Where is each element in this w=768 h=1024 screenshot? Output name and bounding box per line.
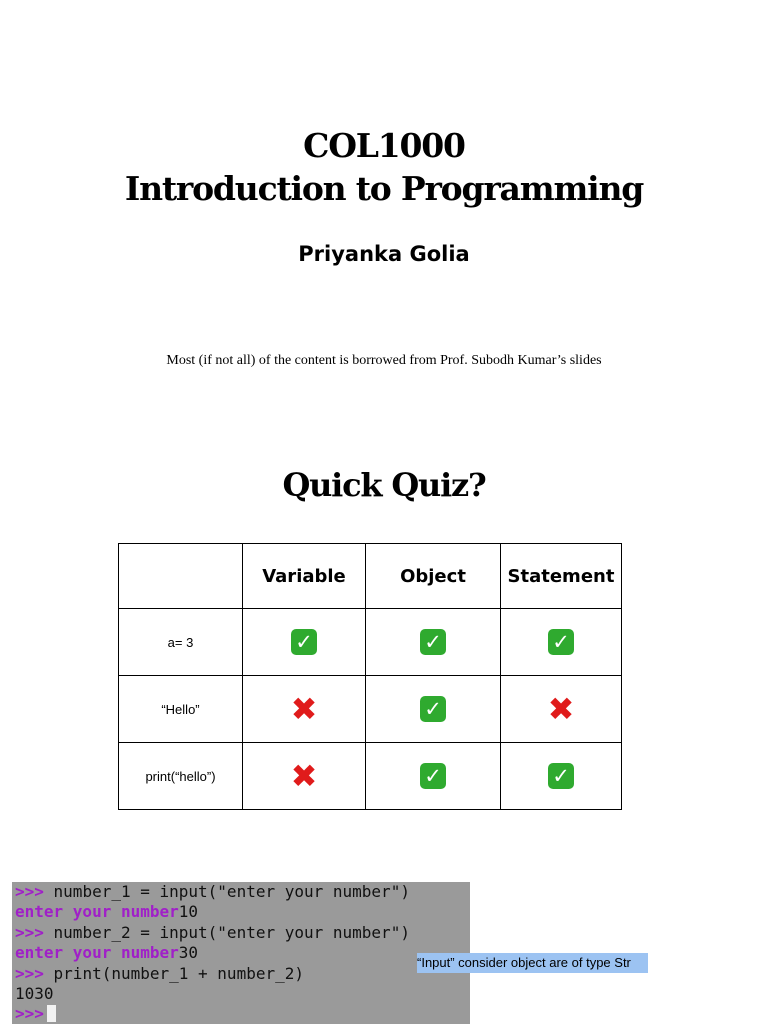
terminal-cursor [47,1005,56,1022]
check-mark-icon: ✓ [291,629,317,655]
terminal-code: 10 [178,902,199,922]
terminal-echo: enter your number [15,943,179,963]
cell-variable [243,676,366,743]
terminal-code: number_1 = input("enter your number") [43,882,410,901]
header-empty [119,544,243,609]
row-label: “Hello” [119,676,243,743]
terminal-prompt: >>> [15,1004,44,1024]
check-mark-icon: ✓ [420,763,446,789]
row-label: print(“hello”) [119,743,243,810]
terminal-code: number_2 = input("enter your number") [43,922,410,942]
quiz-row [119,676,622,743]
header-variable: Variable [243,544,366,609]
credit-note: Most (if not all) of the content is borrowed from Prof. Subodh Kumar’s slides [166,353,602,368]
course-code: COL1000 [303,126,465,165]
cell-variable [243,609,366,676]
check-mark-icon: ✓ [548,763,574,789]
terminal-line [12,902,470,922]
slide-title [0,124,768,210]
quiz-table [118,543,622,810]
cell-object [366,676,501,743]
header-statement: Statement [501,544,622,609]
terminal-line [12,923,470,943]
cross-mark-icon: ✖ [290,689,318,728]
quiz-title: Quick Quiz? [282,466,486,504]
cross-mark-icon: ✖ [547,689,575,728]
terminal-line [12,964,470,984]
author-name: Priyanka Golia [298,242,470,266]
quiz-row [119,609,622,676]
cell-object [366,609,501,676]
cross-mark-icon: ✖ [290,756,318,795]
cell-statement [501,609,622,676]
check-mark-icon: ✓ [548,629,574,655]
quiz-row [119,743,622,810]
check-mark-icon: ✓ [420,629,446,655]
terminal-echo: enter your number [15,902,179,922]
cell-variable [243,743,366,810]
terminal-code: 30 [178,943,199,963]
terminal-line [12,943,470,963]
cell-statement [501,743,622,810]
terminal-prompt: >>> [15,882,44,901]
python-terminal-screenshot [12,882,470,1024]
terminal-line [12,1004,470,1024]
terminal-prompt: >>> [15,922,44,942]
check-mark-icon: ✓ [420,696,446,722]
terminal-code: 1030 [15,983,54,1003]
cell-statement [501,676,622,743]
terminal-line [12,984,470,1004]
quiz-header-row [119,544,622,609]
highlighted-note: “Input” consider object are of type Str [417,953,648,973]
terminal-prompt: >>> [15,963,44,983]
course-title: Introduction to Programming [124,169,644,208]
terminal-line [12,882,470,902]
cell-object [366,743,501,810]
terminal-code: print(number_1 + number_2) [43,963,304,983]
row-label: a= 3 [119,609,243,676]
header-object: Object [366,544,501,609]
